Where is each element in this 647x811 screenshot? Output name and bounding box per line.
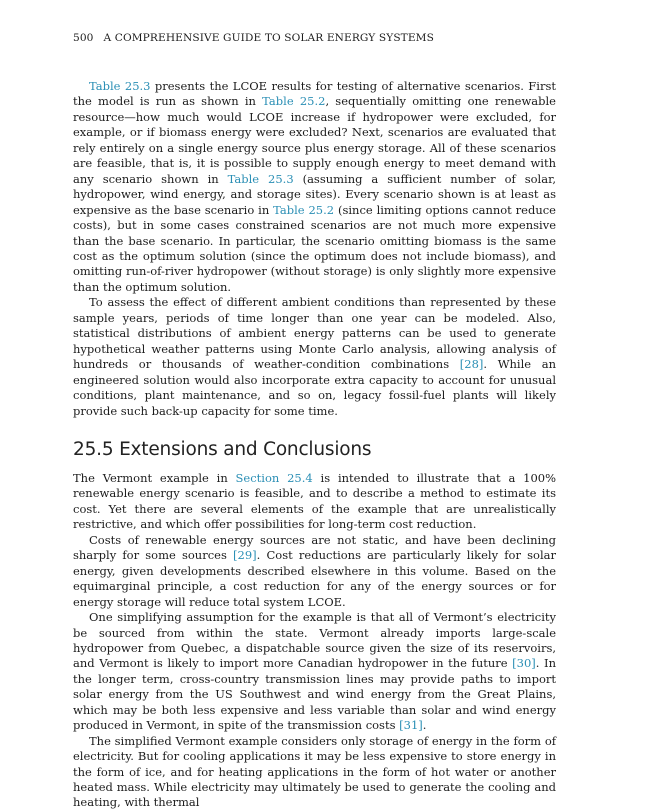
paragraph-ambient-conditions: To assess the effect of different ambient conditions than represented by these sample years, periods of time longer than one year can be modeled. Also, statistical distributions of ambient energy patterns can be used to generate hypothetical weather patterns using Monte Carlo analysis, allowing analysis of hundreds or thousands of weather-condition combinations [28]. While an engineered solution would also incorporate extra capacity to account for unusual conditions, plant maintenance, and so on, legacy fossil-fuel plants will likely provide such back-up capacity for some time.: [73, 295, 557, 418]
citation-28[interactable]: [28]: [459, 357, 484, 372]
table-ref-25-2[interactable]: Table 25.2: [262, 94, 326, 109]
section-ref-25-4[interactable]: Section 25.4: [235, 470, 313, 485]
table-ref-25-3[interactable]: Table 25.3: [227, 171, 294, 186]
running-header: [73, 32, 573, 44]
section-heading: 25.5 Extensions and Conclusions: [73, 438, 372, 460]
paragraph-imports: One simplifying assumption for the example is that all of Vermont’s electricity be sourced from within the state. Vermont already imports large-scale hydropower from Quebec, a dispatchable source given the size of its reservoirs, and Vermont is likely to import more Canadian hydropower in the future [30]. In the longer term, cross-country transmission lines may provide paths to import solar energy from the US Southwest and wind energy from the Great Plains, which may be both less expensive and less variable than solar and wind energy produced in Vermont, in spite of the transmission costs [31].: [73, 610, 556, 733]
paragraph-lcoe-results: Table 25.3 presents the LCOE results for testing of alternative scenarios. First the model is run as shown in Table 25.2, sequentially omitting one renewable resource—how much would LCOE increase if hydropower were excluded, for example, or if biomass energy were excluded? Next, scenarios are evaluated that rely entirely on a single energy source plus energy storage. All of these scenarios are feasible, that is, it is possible to supply enough energy to meet demand with any scenario shown in Table 25.3 (assuming a sufficient number of solar, hydropower, wind energy, and storage sites). Every scenario shown is at least as expensive as the base scenario in Table 25.2 (since limiting options cannot reduce costs), but in some cases constrained scenarios are not much more expensive than the base scenario. In particular, the scenario omitting biomass is the same cost as the optimum solution (since the optimum does not include biomass), and omitting run-of-river hydropower (without storage) is only slightly more expensive than the optimum solution.: [73, 79, 556, 294]
table-ref-25-3[interactable]: Table 25.3: [89, 79, 151, 93]
citation-31[interactable]: [31]: [399, 718, 423, 733]
table-ref-25-2[interactable]: Table 25.2: [273, 202, 335, 217]
body-text: [73, 79, 556, 811]
citation-30[interactable]: [30]: [512, 656, 536, 671]
page-number: 500: [73, 32, 94, 44]
running-title: A COMPREHENSIVE GUIDE TO SOLAR ENERGY SYSTEMS: [103, 32, 434, 44]
paragraph-thermal-storage: The simplified Vermont example considers only storage of energy in the form of electricity. But for cooling applications it may be less expensive to store energy in the form of ice, and for heating applications in the form of hot water or another heated mass. While electricity may ultimately be used to generate the cooling and heating, with thermal: [73, 733, 556, 810]
paragraph-cost-declines: Costs of renewable energy sources are not static, and have been declining sharply for some sources [29]. Cost reductions are particularly likely for solar energy, given developments described elsewhere in this volume. Based on the equimarginal principle, a cost reduction for any of the energy sources or for energy storage will reduce total system LCOE.: [73, 532, 556, 609]
paragraph-vermont-example: The Vermont example in Section 25.4 is intended to illustrate that a 100% renewable energy scenario is feasible, and to describe a method to estimate its cost. Yet there are several elements of the example that are unrealistically restrictive, and which offer possibilities for long-term cost reduction.: [73, 470, 556, 532]
citation-29[interactable]: [29]: [233, 548, 257, 563]
